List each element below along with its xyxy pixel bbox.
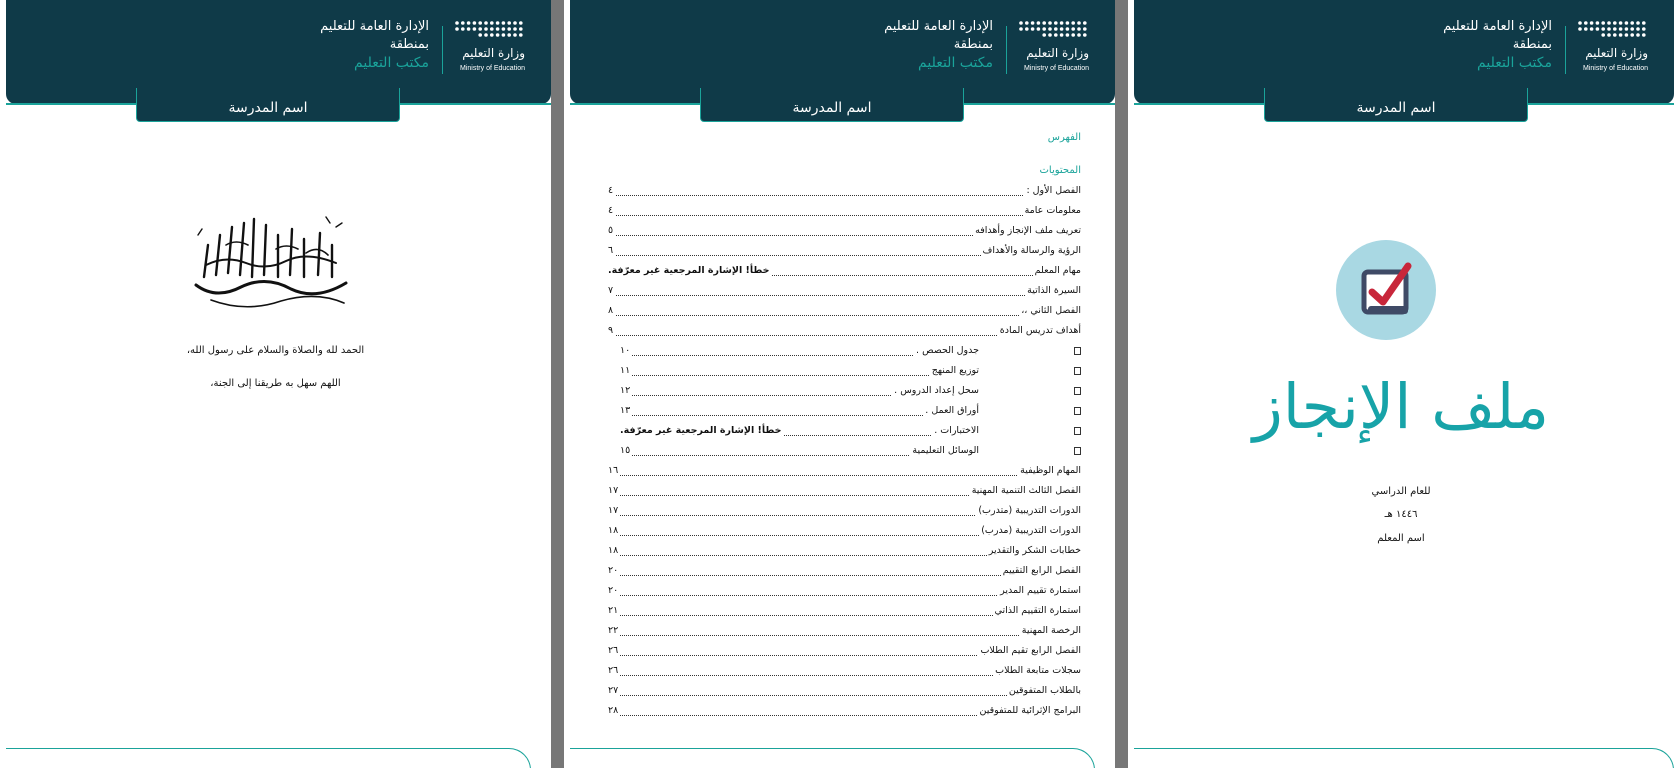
toc-row [608,682,1081,702]
header-line-1: الإدارة العامة للتعليم [1443,19,1552,34]
toc-row [608,562,1081,582]
toc-entry-label: مهام المعلم [1034,265,1081,276]
toc-entry-label: بالطلاب المتفوقين [1008,685,1081,696]
toc-row [608,622,1081,642]
intro-line-2: اللهم سهل به طريقنا إلى الجنة، [210,378,341,389]
toc-leader [620,375,979,376]
bullet-box-icon [1074,427,1081,435]
toc-entry-page: ٢٦ [608,665,619,676]
school-name-tab: اسم المدرسة [136,88,400,122]
ministry-logo [1576,20,1648,80]
toc-entry-page: ٢٢ [608,625,619,636]
toc-row [608,182,1081,202]
toc-entry-page: ١٨ [608,525,619,536]
page-cover [1128,0,1674,768]
toc-leader [608,195,1081,196]
header-text [884,18,993,72]
toc-entry-label: الفصل الرابع تقيم الطلاب [980,645,1081,656]
toc-entry-label: الرؤية والرسالة والأهداف [982,245,1081,256]
toc-entry-label: معلومات عامة [1024,205,1081,216]
header-line-2: بمنطقة [953,37,993,52]
academic-year: ١٤٤٦ هـ [1384,509,1418,520]
toc-row [608,522,1081,542]
toc-row [608,282,1081,302]
toc-entry-page: ٩ [608,325,614,336]
ministry-dots-icon [1576,20,1648,40]
toc-leader [608,475,1081,476]
toc-entry-label: الفصل الثاني ،، [1021,305,1081,316]
checkbox-check-icon [1336,240,1436,340]
basmala-calligraphy-icon [186,205,356,315]
ministry-name-ar: وزارة التعليم [462,46,525,60]
footer-curve [6,748,531,768]
toc-entry-page: ١٦ [608,465,619,476]
toc-entry-page: ٨ [608,305,614,316]
header-line-2: بمنطقة [1512,37,1552,52]
academic-year-label: للعام الدراسي [1371,486,1431,497]
toc-entry-label: تعريف ملف الإنجاز وأهدافه [975,225,1081,236]
toc-row [608,602,1081,622]
toc-entry-page: ٢٦ [608,645,619,656]
cover-title: ملف الإنجاز [1252,370,1550,443]
toc-entry-page: ٥ [608,225,614,236]
header-line-1: الإدارة العامة للتعليم [320,19,429,34]
toc-entry-page: ٢٠ [608,565,619,576]
toc-row [608,302,1081,322]
toc-row [608,422,1081,442]
toc-row [608,262,1081,282]
school-name-tab: اسم المدرسة [1264,88,1528,122]
toc-entry-page: ١٢ [620,385,631,396]
toc-entry-label: البرامج الإثرائية للمتفوقين [979,705,1081,716]
toc-entry-label: أوراق العمل . [925,405,979,416]
toc-entry-label: الفصل الأول : [1026,185,1081,196]
toc-row [608,642,1081,662]
ministry-logo [1017,20,1089,80]
toc-entry-page: ١٠ [620,345,631,356]
bullet-box-icon [1074,367,1081,375]
toc-entry-label: سجلات متابعة الطلاب [995,665,1081,676]
ministry-name-en: Ministry of Education [460,65,525,72]
toc-row [608,442,1081,462]
toc-entry-label: توزيع المنهج [931,365,979,376]
toc-row [608,482,1081,502]
ministry-logo [453,20,525,80]
toc-entry-page: ١٧ [608,505,619,516]
page-gutter [1115,0,1128,768]
toc-entry-label: سحل إعداد الدروس . [894,385,979,396]
toc-entry-label: أهداف تدريس المادة [999,325,1081,336]
checkbox-badge [1336,240,1436,340]
header-line-3: مكتب التعليم [1477,55,1552,71]
header-divider [442,26,443,74]
toc-leader [608,295,1081,296]
page-intro [0,0,551,768]
ministry-name-ar: وزارة التعليم [1026,46,1089,60]
toc-entry-label: خطابات الشكر والتقدير [988,545,1081,556]
page-gutter [551,0,564,768]
toc-entry-page: خطأ! الإشارة المرجعية غير معرّفة. [608,265,770,276]
toc-entry-label: جدول الحصص . [916,345,979,356]
toc-entry-label: الاختبارات . [934,425,979,436]
toc-row [608,582,1081,602]
toc-row [608,502,1081,522]
toc-row [608,362,1081,382]
footer-curve [1134,748,1674,768]
toc-entry-page: ٦ [608,245,614,256]
toc-entry-page: ٢٨ [608,705,619,716]
ministry-name-ar: وزارة التعليم [1585,46,1648,60]
toc-subheading: المحتويات [1039,165,1081,176]
header-divider [1565,26,1566,74]
toc-entry-label: الرخصة المهنية [1021,625,1081,636]
ministry-name-en: Ministry of Education [1024,65,1089,72]
toc-entry-page: ١٣ [620,405,631,416]
header-line-3: مكتب التعليم [918,55,993,71]
bullet-box-icon [1074,387,1081,395]
ministry-name-en: Ministry of Education [1583,65,1648,72]
toc-entry-page: ٢٧ [608,685,619,696]
toc-entry-page: ٤ [608,185,614,196]
teacher-name: اسم المعلم [1377,533,1425,544]
ministry-dots-icon [1017,20,1089,40]
toc-row [608,382,1081,402]
toc-row [608,222,1081,242]
toc-row [608,702,1081,722]
header-line-1: الإدارة العامة للتعليم [884,19,993,34]
bullet-box-icon [1074,407,1081,415]
toc-entry-page: ١٨ [608,545,619,556]
header-line-3: مكتب التعليم [354,55,429,71]
bullet-box-icon [1074,447,1081,455]
toc-row [608,402,1081,422]
toc-row [608,242,1081,262]
toc-entry-label: الدورات التدريبية (مدرب) [981,525,1081,536]
toc-entry-page: ٢١ [608,605,619,616]
header-text [1443,18,1552,72]
intro-line-1: الحمد لله والصلاة والسلام على رسول الله، [186,345,365,356]
toc-row [608,322,1081,342]
toc-entry-label: الوسائل التعليمية [912,445,979,456]
toc-entry-page: ٤ [608,205,614,216]
toc-leader [608,215,1081,216]
toc-row [608,662,1081,682]
toc-entry-page: خطأ! الإشارة المرجعية غير معرّفة. [620,425,782,436]
toc-entry-label: استمارة التقييم الذاتي [994,605,1081,616]
footer-curve [570,748,1095,768]
toc-entry-page: ٧ [608,285,614,296]
toc-entry-label: المهام الوظيفية [1020,465,1081,476]
header-text [320,18,429,72]
toc-leader [608,315,1081,316]
bullet-box-icon [1074,347,1081,355]
toc-row [608,342,1081,362]
toc-heading: الفهرس [1047,132,1081,143]
toc-row [608,542,1081,562]
school-name-tab: اسم المدرسة [700,88,964,122]
header-divider [1006,26,1007,74]
header-line-2: بمنطقة [389,37,429,52]
toc-entry-label: الفصل الثالث التنمية المهنية [971,485,1081,496]
toc-entry-page: ١١ [620,365,631,376]
toc-entry-page: ١٥ [620,445,631,456]
toc-entry-page: ٢٠ [608,585,619,596]
toc-row [608,202,1081,222]
toc-list [608,182,1081,722]
toc-entry-label: الدورات التدريبية (متدرب) [978,505,1081,516]
page-toc [564,0,1115,768]
ministry-dots-icon [453,20,525,40]
toc-entry-label: السيرة الذاتية [1027,285,1081,296]
toc-leader [608,635,1081,636]
toc-entry-label: استمارة تقييم المدير [1000,585,1081,596]
toc-entry-label: الفصل الرابع التقييم [1002,565,1081,576]
toc-entry-page: ١٧ [608,485,619,496]
toc-row [608,462,1081,482]
